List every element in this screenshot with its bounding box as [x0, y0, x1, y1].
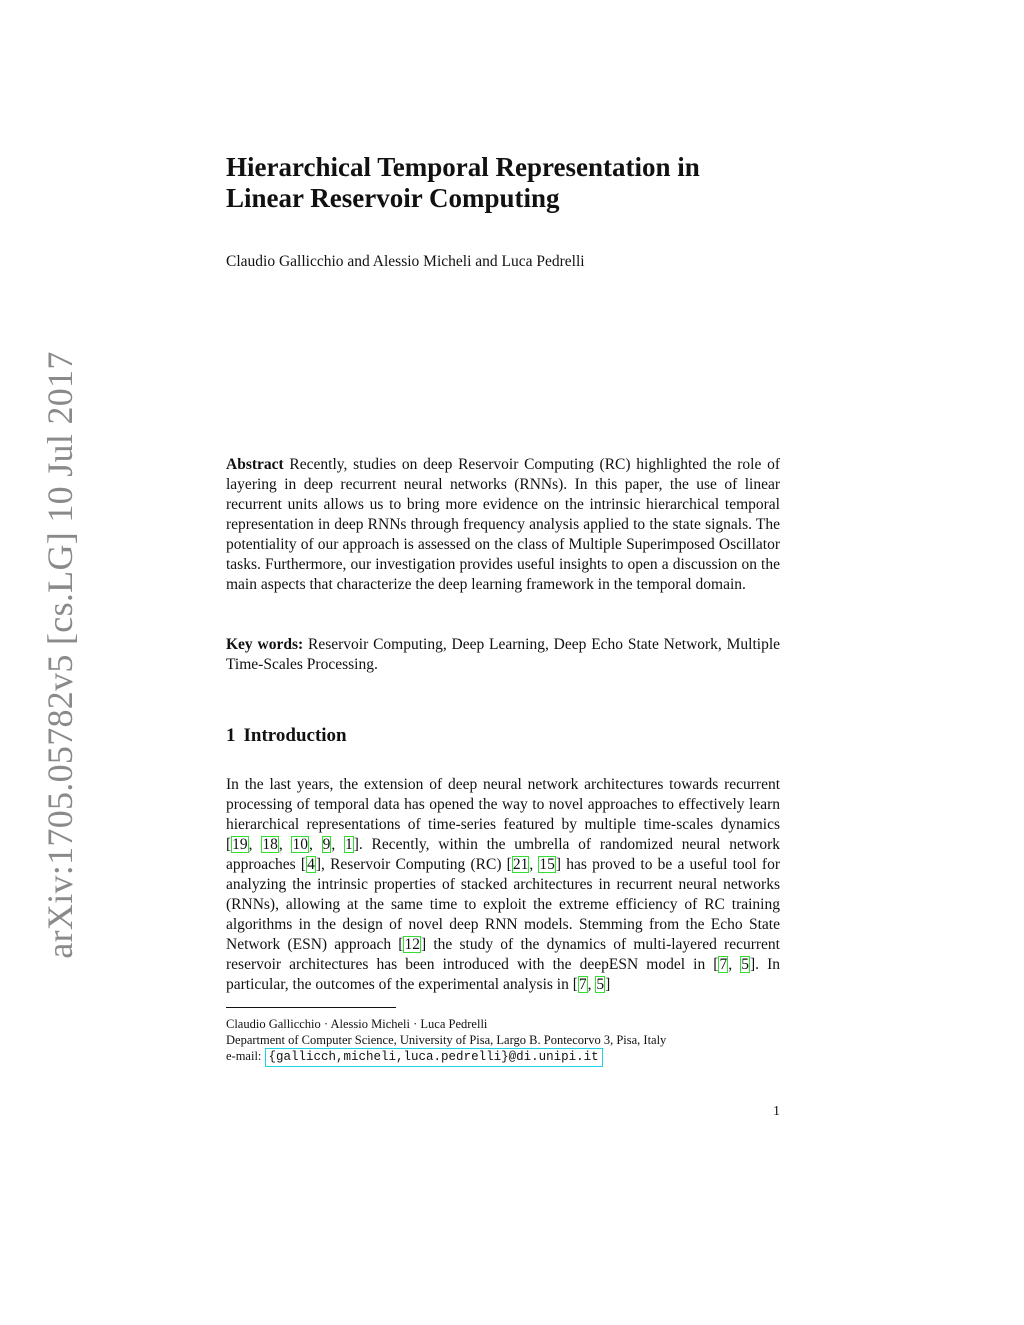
keywords [226, 635, 780, 675]
arxiv-identifier-stamp: arXiv:1705.05782v5 [cs.LG] 10 Jul 2017 [40, 351, 80, 959]
introduction-paragraph [226, 775, 780, 995]
footnote-affiliation: Department of Computer Science, University of Pisa, Largo B. Pontecorvo 3, Pisa, Italy [226, 1033, 667, 1047]
citation-link[interactable]: 12 [404, 936, 420, 953]
abstract [226, 455, 780, 595]
section-number: 1 [226, 725, 236, 746]
citation-link[interactable]: 21 [512, 856, 529, 873]
intro-text: ] [605, 976, 611, 993]
keywords-text: Reservoir Computing, Deep Learning, Deep Echo State Network, Multiple Time-Scales Processing. [226, 636, 781, 673]
intro-text: In the last years, the extension of deep neural network architectures towards recurrent processing of temporal data has opened the way to novel approaches to effectively learn hierarchical representations of time-series featured by multiple time-scales dynamics [ [226, 776, 780, 853]
intro-text: ]. In particular, the outcomes of the experimental analysis in [ [226, 956, 781, 993]
intro-text: ] has proved to be a useful tool for analyzing the intrinsic properties of stacked architectures in recurrent neural networks (RNNs), allowing at the same time to exploit the extreme efficiency of RC training algorithms in the design of novel deep RNN models. Stemming from the Echo State Network (ESN) approach [ [226, 856, 781, 953]
intro-text: ], Reservoir Computing (RC) [ [315, 856, 512, 873]
citation-separator: , [728, 956, 741, 973]
citation-separator: , [278, 836, 292, 853]
citation-link[interactable]: 9 [322, 836, 331, 853]
citation-link[interactable]: 1 [344, 836, 353, 853]
citation-separator: , [331, 836, 344, 853]
section-heading [226, 725, 780, 747]
email-label: e-mail: [226, 1049, 265, 1063]
author-list: Claudio Gallicchio and Alessio Micheli and Luca Pedrelli [226, 253, 585, 270]
footnote-rule [226, 1007, 396, 1008]
page-number: 1 [773, 1104, 780, 1119]
citation-link[interactable]: 19 [232, 836, 248, 853]
footnote-author-names: Claudio Gallicchio · Alessio Micheli · Luca Pedrelli [226, 1017, 488, 1031]
email-link[interactable]: {gallicch,micheli,luca.pedrelli}@di.unipi.it [265, 1048, 603, 1067]
keywords-label: Key words: [226, 636, 304, 653]
citation-link[interactable]: 7 [719, 956, 728, 973]
footnote-email-line [226, 1048, 603, 1067]
citation-separator: , [587, 976, 596, 993]
citation-link[interactable]: 10 [292, 836, 308, 853]
section-title: Introduction [243, 725, 347, 746]
citation-link[interactable]: 18 [262, 836, 278, 853]
citation-link[interactable]: 4 [307, 856, 315, 873]
citation-link[interactable]: 5 [741, 956, 749, 973]
abstract-label: Abstract [226, 456, 284, 473]
citation-separator: , [248, 836, 262, 853]
citation-separator: , [308, 836, 322, 853]
paper-title: Hierarchical Temporal Representation in Linear Reservoir Computing [226, 152, 700, 213]
intro-text: ] the study of the dynamics of multi-layered recurrent reservoir architectures has been introduced with the deepESN model in [ [226, 936, 780, 973]
citation-separator: , [529, 856, 539, 873]
citation-link[interactable]: 7 [578, 976, 587, 993]
intro-text: ]. Recently, within the umbrella of randomized neural network approaches [ [226, 836, 781, 873]
abstract-text: Recently, studies on deep Reservoir Computing (RC) highlighted the role of layering in deep recurrent neural networks (RNNs). In this paper, the use of linear recurrent units allows us to bring more evidence on the intrinsic hierarchical temporal representation in deep RNNs through frequency analysis applied to the state signals. The potentiality of our approach is assessed on the class of Multiple Superimposed Oscillator tasks. Furthermore, our investigation provides useful insights to open a discussion on the main aspects that characterize the deep learning framework in the temporal domain. [226, 456, 781, 593]
citation-link[interactable]: 5 [596, 976, 605, 993]
citation-link[interactable]: 15 [539, 856, 555, 873]
